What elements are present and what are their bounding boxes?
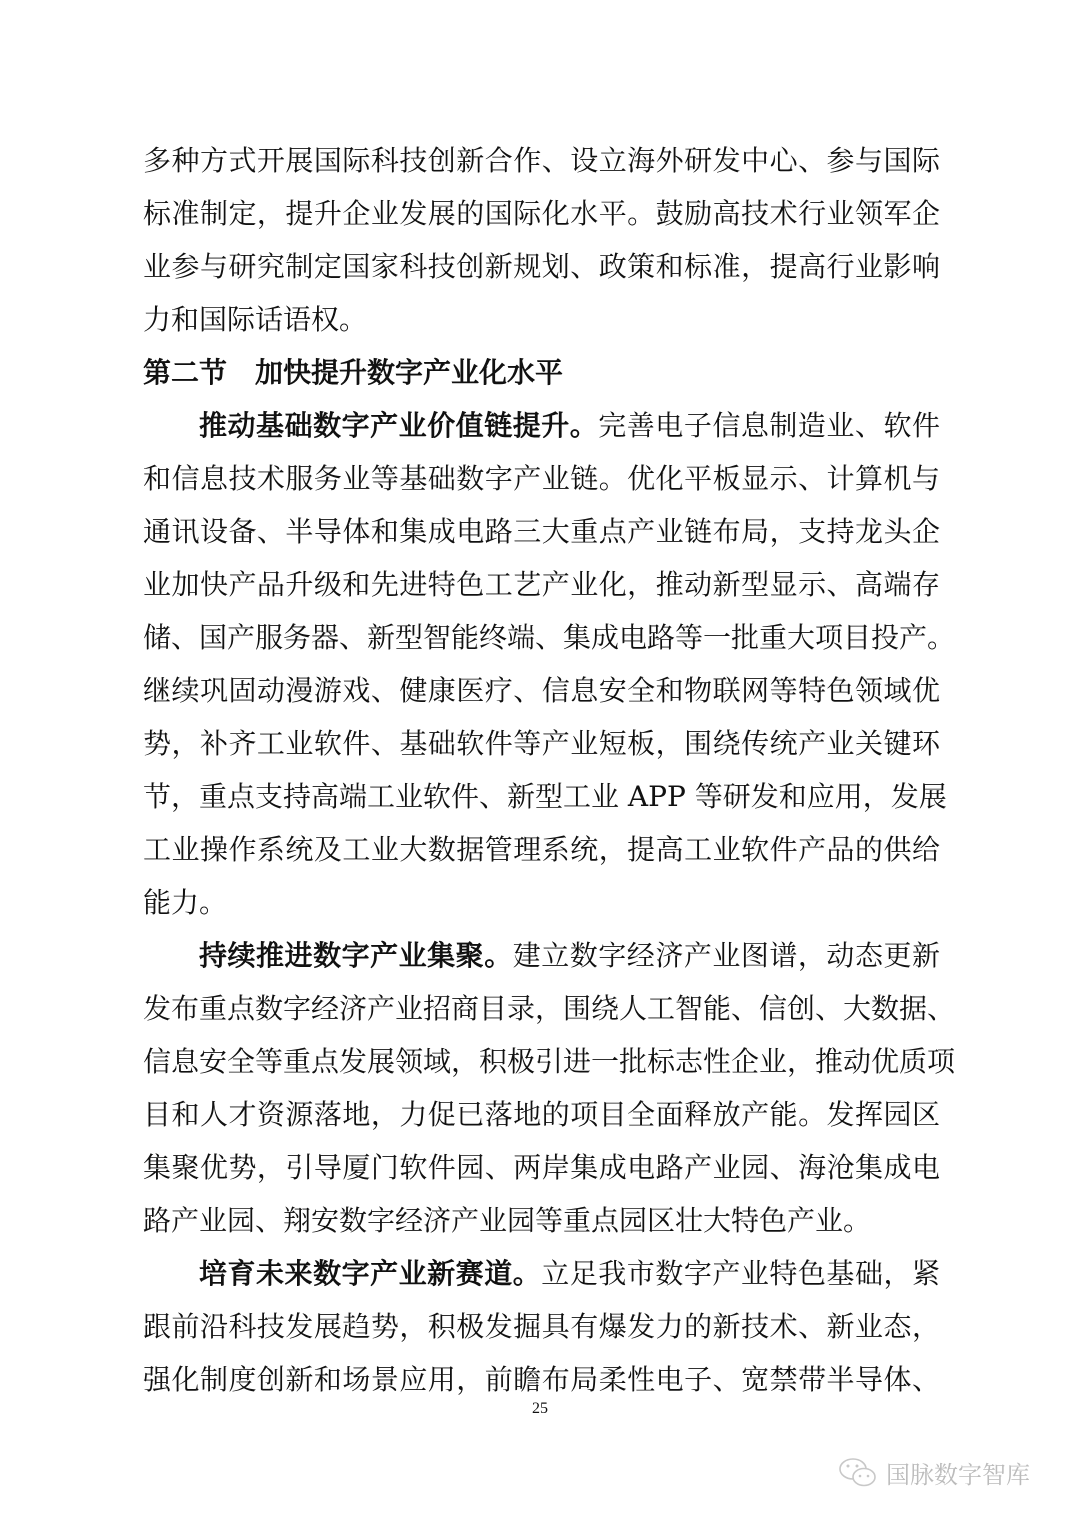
text-line — [143, 664, 940, 717]
wechat-icon — [838, 1456, 878, 1490]
line-text: 目和人才资源落地，力促已落地的项目全面释放产能。发挥园区 — [143, 1098, 940, 1131]
paragraph — [143, 929, 956, 1247]
line-text: 业参与研究制定国家科技创新规划、政策和标准，提高行业影响 — [143, 250, 940, 283]
page-number: 25 — [532, 1400, 548, 1417]
line-text: 继续巩固动漫游戏、健康医疗、信息安全和物联网等特色领域优 — [143, 674, 940, 707]
line-text: 路产业园、翔安数字经济产业园等重点园区壮大特色产业。 — [143, 1204, 872, 1237]
watermark-text: 国脉数字智库 — [886, 1461, 1030, 1489]
paragraph — [143, 134, 940, 346]
paragraph-lead: 推动基础数字产业价值链提升。 — [199, 409, 599, 442]
line-text: 工业操作系统及工业大数据管理系统，提高工业软件产品的供给 — [143, 833, 940, 866]
line-text: 节，重点支持高端工业软件、新型工业 APP 等研发和应用，发展 — [143, 780, 947, 813]
document-body — [143, 134, 956, 1406]
paragraph — [143, 1247, 940, 1406]
paragraph — [143, 399, 956, 929]
line-text: 发布重点数字经济产业招商目录，围绕人工智能、信创、大数据、 — [143, 992, 956, 1025]
line-text: 标准制定，提升企业发展的国际化水平。鼓励高技术行业领军企 — [143, 197, 940, 230]
line-text: 业加快产品升级和先进特色工艺产业化，推动新型显示、高端存 — [143, 568, 940, 601]
line-text: 能力。 — [143, 886, 228, 919]
text-line — [143, 240, 940, 293]
text-line — [143, 1194, 940, 1247]
text-line — [143, 558, 940, 611]
line-text: 强化制度创新和场景应用，前瞻布局柔性电子、宽禁带半导体、 — [143, 1363, 940, 1396]
text-line — [143, 1353, 940, 1406]
text-line — [143, 452, 940, 505]
line-text: 多种方式开展国际科技创新合作、设立海外研发中心、参与国际 — [143, 144, 940, 177]
line-text: 建立数字经济产业图谱，动态更新 — [512, 939, 940, 972]
line-text: 第二节 加快提升数字产业化水平 — [143, 356, 564, 389]
line-text: 储、国产服务器、新型智能终端、集成电路等一批重大项目投产。 — [143, 621, 956, 654]
line-text: 完善电子信息制造业、软件 — [598, 409, 940, 442]
text-line — [143, 1141, 940, 1194]
text-line — [143, 876, 940, 929]
line-text: 势，补齐工业软件、基础软件等产业短板，围绕传统产业关键环 — [143, 727, 940, 760]
text-line — [143, 505, 940, 558]
text-line — [143, 611, 956, 664]
watermark — [838, 1455, 1030, 1490]
text-line — [143, 717, 940, 770]
line-text: 和信息技术服务业等基础数字产业链。优化平板显示、计算机与 — [143, 462, 940, 495]
text-line — [143, 187, 940, 240]
text-line — [143, 1247, 940, 1300]
text-line — [143, 1035, 956, 1088]
section-heading — [143, 346, 940, 399]
line-text: 集聚优势，引导厦门软件园、两岸集成电路产业园、海沧集成电 — [143, 1151, 940, 1184]
text-line — [143, 134, 940, 187]
line-text: 力和国际话语权。 — [143, 303, 368, 336]
text-line — [143, 1300, 940, 1353]
text-line — [143, 770, 947, 823]
paragraph-lead: 持续推进数字产业集聚。 — [199, 939, 513, 972]
text-line — [143, 823, 940, 876]
line-text: 立足我市数字产业特色基础，紧 — [541, 1257, 940, 1290]
line-text: 跟前沿科技发展趋势，积极发掘具有爆发力的新技术、新业态， — [143, 1310, 940, 1343]
line-text: 通讯设备、半导体和集成电路三大重点产业链布局，支持龙头企 — [143, 515, 940, 548]
text-line — [143, 346, 940, 399]
line-text: 信息安全等重点发展领域，积极引进一批标志性企业，推动优质项 — [143, 1045, 956, 1078]
text-line — [143, 399, 940, 452]
text-line — [143, 293, 940, 346]
paragraph-lead: 培育未来数字产业新赛道。 — [199, 1257, 542, 1290]
text-line — [143, 929, 940, 982]
text-line — [143, 982, 956, 1035]
text-line — [143, 1088, 940, 1141]
